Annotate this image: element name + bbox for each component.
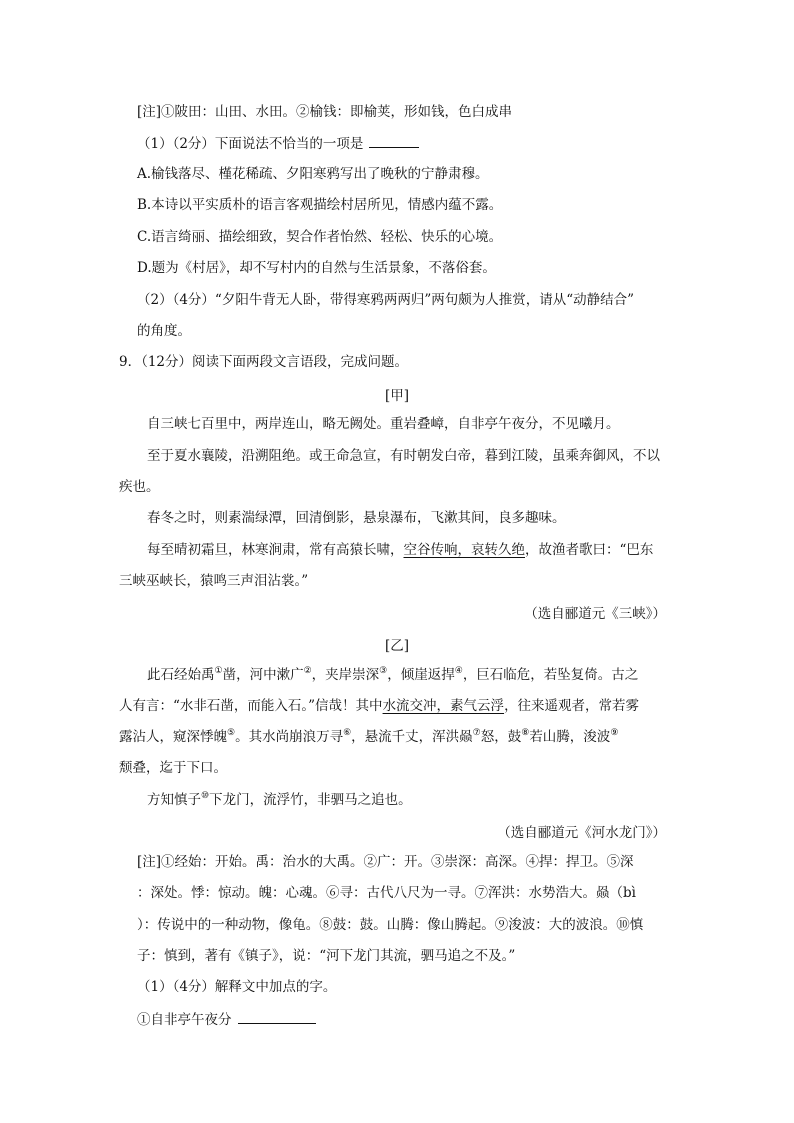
annotation-line4: 子：慎到，著有《镇子》，说：“河下龙门其流，驷马追之不及。” [137, 948, 516, 964]
poem-note: [注]①陂田：山田、水田。②榆钱：即榆荚，形如钱，色白成串 [137, 104, 513, 120]
annotation-line2: ：深处。悸：惊动。魄：心魂。⑥寻：古代八尺为一寻。⑦浑洪：水势浩大。赑（bì [137, 885, 636, 901]
underlined-phrase: 空谷传响，哀转久绝 [403, 542, 525, 558]
passage-text: 此石经始禹 [147, 667, 215, 683]
passage-jia-p4-line1 [147, 540, 653, 560]
footnote-mark: ② [303, 666, 312, 676]
footnote-mark: ⑦ [472, 728, 481, 738]
footnote-mark: ④ [454, 666, 463, 676]
footnote-mark: ⑩ [201, 791, 210, 801]
question-9-heading: 9．（12分）阅读下面两段文言语段，完成问题。 [119, 354, 409, 370]
item-text: ①自非亭午夜分 [137, 1012, 232, 1028]
question-8-part2-line1: （2）（4分）“夕阳牛背无人卧，带得寒鸦两两归”两句颇为人推赏，请从“动静结合” [137, 292, 635, 308]
passage-text: 下龙门，流浮竹，非驷马之追也。 [209, 792, 412, 808]
passage-text: ，悬流千丈，浑洪赑 [351, 729, 473, 745]
question-8-part1 [137, 133, 419, 154]
footnote-mark: ③ [379, 666, 388, 676]
passage-yi-line5 [147, 790, 412, 810]
passage-jia-title: [甲] [384, 388, 410, 404]
question-8-part2-line2: 的角度。 [137, 323, 191, 339]
passage-text: ，巨石临危，若坠复倚。古之 [462, 667, 639, 683]
passage-text: 方知慎子 [147, 792, 201, 808]
footnote-mark: ⑨ [610, 728, 619, 738]
annotation-line3: ）：传说中的一种动物，像龟。⑧鼓：鼓。山腾：像山腾起。⑨浚波：大的波浪。⑩慎 [137, 917, 644, 933]
option-a: A.榆钱落尽、槿花稀疏、夕阳寒鸦写出了晚秋的宁静肃穆。 [137, 166, 489, 182]
footnote-mark: ⑤ [227, 728, 236, 738]
passage-jia-source: （选自郦道元《三峡》） [524, 606, 666, 622]
passage-yi-line3 [119, 727, 618, 747]
footnote-mark: ① [214, 666, 223, 676]
passage-yi-line4: 颓叠，迄于下口。 [119, 760, 227, 776]
passage-jia-p1: 自三峡七百里中，两岸连山，略无阙处。重岩叠嶂，自非亭午夜分，不见曦月。 [147, 416, 620, 432]
passage-jia-p4-line2: 三峡巫峡长，猿鸣三声泪沾裳。” [119, 573, 309, 589]
underlined-phrase: 水流交冲，素气云浮 [382, 698, 505, 714]
passage-jia-p3: 春冬之时，则素湍绿潭，回清倒影，悬泉瀑布，飞漱其间，良多趣味。 [147, 510, 566, 526]
passage-jia-p2-line1: 至于夏水襄陵，沿溯阻绝。或王命急宣，有时朝发白帝，暮到江陵，虽乘奔御风，不以 [147, 448, 660, 464]
passage-text: 凿，河中漱广 [222, 667, 304, 683]
footnote-mark: ⑥ [343, 728, 352, 738]
passage-text: 若山腾，浚波 [529, 729, 611, 745]
passage-yi-line1 [147, 665, 638, 685]
passage-yi-source: （选自郦道元《河水龙门》） [497, 825, 666, 841]
question-8-part1-text: （1）（2分）下面说法不恰当的一项是 [137, 136, 364, 152]
answer-blank[interactable] [238, 1009, 316, 1024]
passage-text: 怒，鼓 [480, 729, 522, 745]
passage-text: 露沾人，窥深悸魄 [119, 729, 227, 745]
passage-text: ，倾崖返捍 [387, 667, 455, 683]
footnote-mark: ⑧ [521, 728, 530, 738]
answer-blank[interactable] [369, 133, 419, 148]
passage-text: 。其水尚崩浪万寻 [235, 729, 344, 745]
option-b: B.本诗以平实质朴的语言客观描绘村居所见，情感内蕴不露。 [137, 197, 503, 213]
passage-text: ，往来遥观者，常若雾 [504, 698, 640, 714]
annotation-line1: [注]①经始：开始。禹：治水的大禹。②广：开。③崇深：高深。④捍：捍卫。⑤深 [137, 854, 634, 870]
option-d: D.题为《村居》，却不写村内的自然与生活景象，不落俗套。 [137, 260, 496, 276]
question-9-part1-item1 [137, 1009, 316, 1030]
question-9-part1: （1）（4分）解释文中加点的字。 [137, 979, 337, 995]
passage-yi-line2 [119, 696, 639, 716]
passage-yi-title: [乙] [384, 638, 410, 654]
passage-text: 人有言：“水非石凿，而能入石。”信哉！其中 [119, 698, 383, 714]
passage-jia-p2-line2: 疾也。 [119, 479, 160, 495]
option-c: C.语言绮丽、描绘细致，契合作者怡然、轻松、快乐的心境。 [137, 229, 503, 245]
passage-text: ，夹岸崇深 [311, 667, 380, 683]
passage-text: ，故渔者歌曰：“巴东 [525, 542, 654, 558]
passage-text: 每至晴初霜旦，林寒涧肃，常有高猿长啸， [147, 542, 404, 558]
